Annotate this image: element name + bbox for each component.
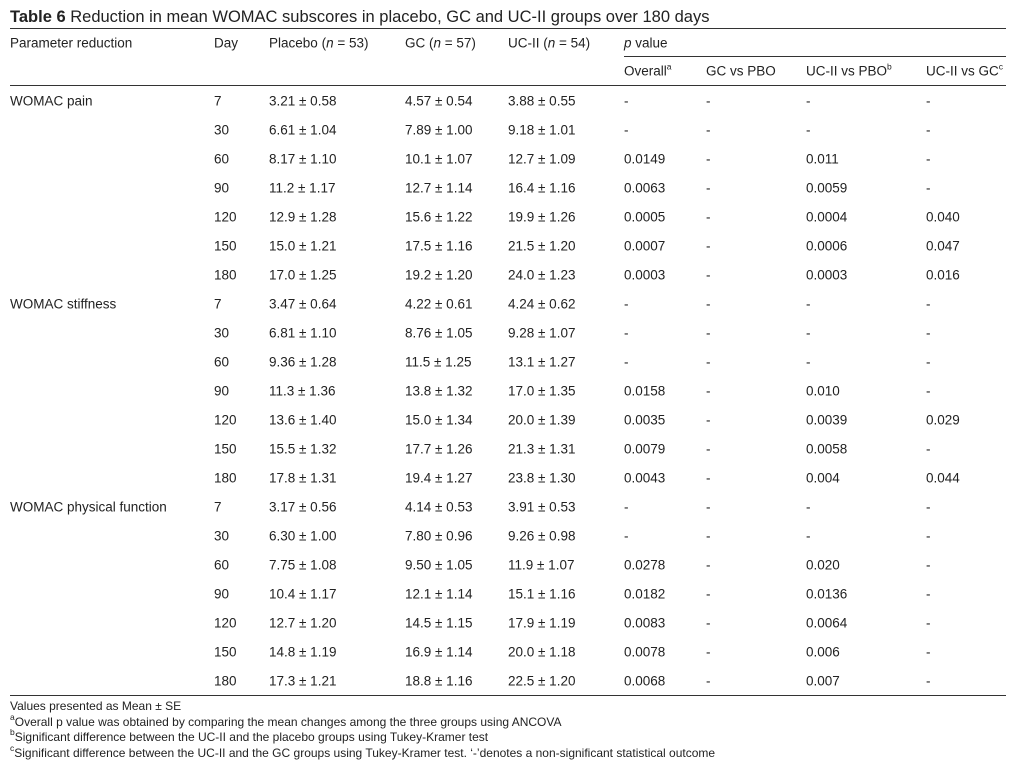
cell-day: 30: [214, 528, 230, 543]
cell-gc: 12.7 ± 1.14: [405, 180, 473, 195]
cell-placebo: 3.17 ± 0.56: [269, 499, 337, 514]
table-title: [10, 6, 1006, 28]
cell-ucii: 24.0 ± 1.23: [508, 267, 576, 282]
cell-day: 60: [214, 354, 230, 369]
cell-day: 180: [214, 267, 237, 282]
cell-gc: 11.5 ± 1.25: [405, 354, 472, 369]
cell-ucii: 20.0 ± 1.39: [508, 412, 576, 427]
cell-ucii-vs-pbo-p: -: [806, 122, 811, 137]
table-row: [10, 202, 1006, 231]
cell-ucii-vs-pbo-p: 0.0006: [806, 238, 848, 253]
cell-ucii-vs-gc-p: -: [926, 528, 931, 543]
footnote-a: $^a$Overall p value was obtained by comparing the mean changes among the three groups using ANCOVA: [10, 711, 562, 729]
cell-gc-vs-pbo-p: -: [706, 93, 711, 108]
cell-ucii-vs-pbo-p: 0.0004: [806, 209, 848, 224]
cell-overall-p: 0.0083: [624, 615, 666, 630]
cell-gc-vs-pbo-p: -: [706, 325, 711, 340]
table-row: [10, 608, 1006, 637]
header-ucii-vs-gc: UC-II vs $GC^c$: [926, 61, 1003, 79]
cell-ucii-vs-pbo-p: -: [806, 354, 811, 369]
cell-placebo: 17.8 ± 1.31: [269, 470, 337, 485]
header-ucii: UC-II (n = 54): [508, 35, 591, 51]
cell-ucii: 3.91 ± 0.53: [508, 499, 576, 514]
cell-day: 120: [214, 209, 237, 224]
cell-overall-p: 0.0079: [624, 441, 666, 456]
cell-placebo: 6.81 ± 1.10: [269, 325, 337, 340]
footnote-b: $^b$Significant difference between the UC-II and the placebo groups using Tukey-Kramer test: [10, 727, 489, 744]
cell-ucii: 21.3 ± 1.31: [508, 441, 576, 456]
cell-ucii-vs-gc-p: 0.047: [926, 238, 960, 253]
cell-gc-vs-pbo-p: -: [706, 586, 711, 601]
table-row: [10, 579, 1006, 608]
table-row: [10, 260, 1006, 289]
table-row: [10, 637, 1006, 666]
cell-day: 150: [214, 644, 237, 659]
cell-gc: 10.1 ± 1.07: [405, 151, 473, 166]
cell-ucii: 15.1 ± 1.16: [508, 586, 576, 601]
cell-gc-vs-pbo-p: -: [706, 354, 711, 369]
cell-gc: 8.76 ± 1.05: [405, 325, 473, 340]
header-day: Day: [214, 35, 239, 51]
cell-gc-vs-pbo-p: -: [706, 296, 711, 311]
cell-ucii-vs-pbo-p: -: [806, 528, 811, 543]
cell-ucii-vs-pbo-p: 0.007: [806, 673, 840, 688]
table-row: [10, 289, 1006, 318]
cell-gc-vs-pbo-p: -: [706, 499, 711, 514]
cell-overall-p: -: [624, 499, 629, 514]
cell-day: 180: [214, 470, 237, 485]
cell-ucii-vs-gc-p: -: [926, 122, 931, 137]
cell-day: 7: [214, 93, 222, 108]
cell-day: 120: [214, 412, 237, 427]
table-row: [10, 492, 1006, 521]
cell-overall-p: -: [624, 325, 629, 340]
cell-gc-vs-pbo-p: -: [706, 615, 711, 630]
cell-ucii-vs-pbo-p: 0.020: [806, 557, 840, 572]
cell-gc: 16.9 ± 1.14: [405, 644, 473, 659]
cell-day: 30: [214, 325, 230, 340]
cell-ucii-vs-gc-p: 0.040: [926, 209, 960, 224]
cell-ucii-vs-gc-p: -: [926, 441, 931, 456]
cell-ucii-vs-pbo-p: 0.0136: [806, 586, 848, 601]
cell-day: 60: [214, 151, 230, 166]
cell-gc: 14.5 ± 1.15: [405, 615, 473, 630]
cell-ucii-vs-gc-p: -: [926, 586, 931, 601]
cell-gc-vs-pbo-p: -: [706, 528, 711, 543]
cell-gc: 17.5 ± 1.16: [405, 238, 473, 253]
cell-ucii-vs-gc-p: -: [926, 383, 931, 398]
header-placebo: Placebo (n = 53): [269, 35, 369, 51]
table-caption: Reduction in mean WOMAC subscores in placebo, GC and UC-II groups over 180 days: [70, 8, 710, 26]
table-row: [10, 318, 1006, 347]
cell-overall-p: 0.0007: [624, 238, 666, 253]
cell-gc-vs-pbo-p: -: [706, 441, 711, 456]
header-p-value: p value: [624, 35, 668, 51]
cell-overall-p: 0.0182: [624, 586, 666, 601]
cell-placebo: 12.9 ± 1.28: [269, 209, 337, 224]
cell-overall-p: 0.0005: [624, 209, 666, 224]
cell-placebo: 12.7 ± 1.20: [269, 615, 337, 630]
cell-ucii-vs-pbo-p: -: [806, 325, 811, 340]
cell-day: 90: [214, 383, 230, 398]
cell-gc: 19.2 ± 1.20: [405, 267, 473, 282]
cell-day: 120: [214, 615, 237, 630]
cell-overall-p: -: [624, 122, 629, 137]
cell-overall-p: 0.0149: [624, 151, 666, 166]
cell-placebo: 3.21 ± 0.58: [269, 93, 337, 108]
cell-overall-p: 0.0003: [624, 267, 666, 282]
cell-ucii-vs-pbo-p: 0.006: [806, 644, 840, 659]
cell-ucii-vs-gc-p: -: [926, 296, 931, 311]
header-ucii-vs-pbo: UC-II vs PBO$^b$: [806, 61, 892, 79]
header-gc-vs-pbo: GC vs PBO: [706, 63, 776, 79]
cell-ucii: 4.24 ± 0.62: [508, 296, 576, 311]
cell-ucii: 3.88 ± 0.55: [508, 93, 576, 108]
table-row: [10, 86, 1006, 115]
cell-placebo: 13.6 ± 1.40: [269, 412, 337, 427]
cell-ucii-vs-pbo-p: 0.011: [806, 151, 839, 166]
cell-ucii: 17.9 ± 1.19: [508, 615, 576, 630]
cell-gc-vs-pbo-p: -: [706, 557, 711, 572]
cell-gc: 12.1 ± 1.14: [405, 586, 473, 601]
cell-ucii-vs-gc-p: -: [926, 499, 931, 514]
cell-ucii: 23.8 ± 1.30: [508, 470, 576, 485]
cell-placebo: 3.47 ± 0.64: [269, 296, 337, 311]
cell-ucii-vs-pbo-p: 0.0058: [806, 441, 848, 456]
table-row: [10, 550, 1006, 579]
cell-placebo: 17.0 ± 1.25: [269, 267, 337, 282]
cell-day: 90: [214, 180, 230, 195]
cell-placebo: 9.36 ± 1.28: [269, 354, 337, 369]
cell-overall-p: -: [624, 296, 629, 311]
cell-gc-vs-pbo-p: -: [706, 470, 711, 485]
cell-ucii-vs-gc-p: -: [926, 151, 931, 166]
header-overall: Overall$^a$: [624, 61, 672, 79]
cell-placebo: 6.61 ± 1.04: [269, 122, 337, 137]
cell-gc-vs-pbo-p: -: [706, 238, 711, 253]
cell-gc: 7.89 ± 1.00: [405, 122, 473, 137]
cell-placebo: 6.30 ± 1.00: [269, 528, 337, 543]
cell-gc-vs-pbo-p: -: [706, 644, 711, 659]
cell-day: 150: [214, 441, 237, 456]
cell-overall-p: 0.0068: [624, 673, 666, 688]
cell-overall-p: 0.0078: [624, 644, 666, 659]
cell-ucii-vs-pbo-p: -: [806, 296, 811, 311]
table-row: [10, 231, 1006, 260]
cell-ucii: 11.9 ± 1.07: [508, 557, 575, 572]
header-gc: GC (n = 57): [405, 35, 476, 51]
header-parameter: Parameter reduction: [10, 35, 133, 51]
footnote-c: $^c$Significant difference between the UC-II and the GC groups using Tukey-Kramer test. ‘-’denotes a non-significant statistical outcome: [10, 742, 716, 760]
cell-day: 180: [214, 673, 237, 688]
cell-placebo: 14.8 ± 1.19: [269, 644, 337, 659]
table-row: [10, 347, 1006, 376]
cell-day: 7: [214, 499, 222, 514]
cell-day: 150: [214, 238, 237, 253]
cell-ucii-vs-gc-p: -: [926, 325, 931, 340]
table-container: [10, 6, 1006, 761]
cell-parameter: WOMAC physical function: [10, 499, 167, 514]
cell-placebo: 11.2 ± 1.17: [269, 180, 336, 195]
cell-gc: 13.8 ± 1.32: [405, 383, 473, 398]
cell-placebo: 15.5 ± 1.32: [269, 441, 337, 456]
cell-gc-vs-pbo-p: -: [706, 383, 711, 398]
cell-ucii: 16.4 ± 1.16: [508, 180, 576, 195]
cell-day: 90: [214, 586, 230, 601]
cell-day: 60: [214, 557, 230, 572]
cell-parameter: WOMAC pain: [10, 93, 93, 108]
cell-day: 30: [214, 122, 230, 137]
cell-ucii-vs-gc-p: -: [926, 180, 931, 195]
cell-ucii-vs-pbo-p: 0.004: [806, 470, 840, 485]
header-row-2: [10, 57, 1006, 85]
cell-parameter: WOMAC stiffness: [10, 296, 117, 311]
cell-ucii: 13.1 ± 1.27: [508, 354, 576, 369]
cell-ucii: 9.28 ± 1.07: [508, 325, 576, 340]
cell-gc-vs-pbo-p: -: [706, 209, 711, 224]
cell-ucii-vs-pbo-p: 0.0064: [806, 615, 848, 630]
cell-overall-p: -: [624, 528, 629, 543]
cell-gc-vs-pbo-p: -: [706, 180, 711, 195]
cell-gc: 4.22 ± 0.61: [405, 296, 473, 311]
cell-placebo: 15.0 ± 1.21: [269, 238, 337, 253]
cell-gc: 7.80 ± 0.96: [405, 528, 473, 543]
table-row: [10, 405, 1006, 434]
cell-ucii-vs-gc-p: -: [926, 354, 931, 369]
cell-overall-p: 0.0158: [624, 383, 666, 398]
cell-gc: 9.50 ± 1.05: [405, 557, 473, 572]
cell-gc: 18.8 ± 1.16: [405, 673, 473, 688]
cell-ucii-vs-gc-p: -: [926, 93, 931, 108]
cell-gc: 4.14 ± 0.53: [405, 499, 473, 514]
cell-ucii-vs-gc-p: -: [926, 644, 931, 659]
table-row: [10, 666, 1006, 695]
bottom-rule: [10, 695, 1006, 696]
table-body: [10, 86, 1006, 695]
cell-ucii-vs-pbo-p: 0.010: [806, 383, 840, 398]
cell-ucii: 20.0 ± 1.18: [508, 644, 576, 659]
cell-placebo: 8.17 ± 1.10: [269, 151, 337, 166]
cell-ucii-vs-gc-p: -: [926, 673, 931, 688]
cell-overall-p: -: [624, 354, 629, 369]
cell-placebo: 17.3 ± 1.21: [269, 673, 337, 688]
cell-ucii: 22.5 ± 1.20: [508, 673, 576, 688]
cell-ucii-vs-pbo-p: -: [806, 93, 811, 108]
cell-gc: 4.57 ± 0.54: [405, 93, 473, 108]
cell-overall-p: 0.0278: [624, 557, 666, 572]
cell-ucii-vs-pbo-p: 0.0059: [806, 180, 848, 195]
cell-gc-vs-pbo-p: -: [706, 151, 711, 166]
cell-gc-vs-pbo-p: -: [706, 673, 711, 688]
cell-gc: 17.7 ± 1.26: [405, 441, 473, 456]
table-row: [10, 144, 1006, 173]
cell-day: 7: [214, 296, 222, 311]
cell-ucii-vs-gc-p: 0.044: [926, 470, 960, 485]
cell-ucii-vs-pbo-p: -: [806, 499, 811, 514]
footnotes: [10, 699, 1006, 761]
cell-ucii-vs-gc-p: -: [926, 615, 931, 630]
table-row: [10, 434, 1006, 463]
cell-ucii: 21.5 ± 1.20: [508, 238, 576, 253]
cell-gc: 15.0 ± 1.34: [405, 412, 473, 427]
table-row: [10, 463, 1006, 492]
cell-overall-p: 0.0043: [624, 470, 666, 485]
table-row: [10, 173, 1006, 202]
cell-gc: 19.4 ± 1.27: [405, 470, 473, 485]
cell-ucii-vs-pbo-p: 0.0039: [806, 412, 848, 427]
cell-gc-vs-pbo-p: -: [706, 122, 711, 137]
cell-gc-vs-pbo-p: -: [706, 267, 711, 282]
cell-gc-vs-pbo-p: -: [706, 412, 711, 427]
cell-overall-p: 0.0063: [624, 180, 666, 195]
cell-ucii-vs-gc-p: -: [926, 557, 931, 572]
cell-placebo: 11.3 ± 1.36: [269, 383, 336, 398]
cell-ucii: 19.9 ± 1.26: [508, 209, 576, 224]
footnote-values: Values presented as Mean ± SE: [10, 699, 182, 713]
cell-ucii: 9.26 ± 0.98: [508, 528, 576, 543]
cell-overall-p: -: [624, 93, 629, 108]
table-row: [10, 376, 1006, 405]
table-row: [10, 115, 1006, 144]
table-label: Table 6: [10, 8, 66, 26]
cell-gc: 15.6 ± 1.22: [405, 209, 473, 224]
cell-ucii: 17.0 ± 1.35: [508, 383, 576, 398]
cell-ucii-vs-gc-p: 0.016: [926, 267, 960, 282]
cell-placebo: 10.4 ± 1.17: [269, 586, 337, 601]
cell-ucii-vs-gc-p: 0.029: [926, 412, 960, 427]
table-row: [10, 521, 1006, 550]
cell-ucii: 9.18 ± 1.01: [508, 122, 576, 137]
cell-ucii: 12.7 ± 1.09: [508, 151, 576, 166]
cell-ucii-vs-pbo-p: 0.0003: [806, 267, 848, 282]
cell-placebo: 7.75 ± 1.08: [269, 557, 337, 572]
cell-overall-p: 0.0035: [624, 412, 666, 427]
header-row-1: [10, 29, 1006, 57]
